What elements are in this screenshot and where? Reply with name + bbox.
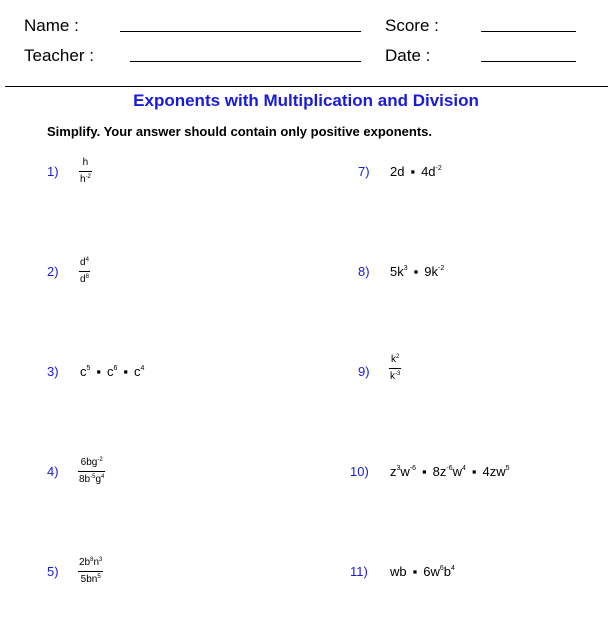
term-base: z [390, 464, 397, 479]
term-exponent: 5 [86, 365, 91, 372]
term-exponent: 3 [396, 465, 401, 472]
fraction-expression [78, 557, 103, 586]
term-exponent: 6 [113, 365, 118, 372]
score-field[interactable] [481, 31, 576, 32]
term-exponent: 3 [99, 557, 103, 563]
date-label: Date : [385, 46, 431, 65]
term-base: k [391, 354, 396, 365]
term-base: wb [390, 564, 407, 579]
problem-number: 7) [358, 164, 370, 179]
term-base: 4d [421, 164, 436, 179]
term-exponent: 6 [439, 565, 444, 572]
term-exponent: 5 [505, 465, 510, 472]
term-exponent: -3 [395, 371, 401, 377]
fraction-expression [79, 257, 90, 286]
term-base: 9k [424, 264, 438, 279]
term-base: 5bn [80, 574, 98, 585]
fraction-expression [79, 157, 92, 186]
term-exponent: 4 [85, 257, 89, 263]
term-exponent: -2 [435, 165, 442, 172]
multiply-dot: ▪ [412, 564, 418, 579]
multiply-dot: ▪ [96, 364, 102, 379]
term-base: h [80, 174, 86, 185]
term-base: c [80, 364, 87, 379]
problem-number: 2) [47, 264, 59, 279]
term-base: h [82, 157, 89, 168]
term-base: k [390, 371, 395, 382]
term-base: d [80, 274, 86, 285]
instructions: Simplify. Your answer should contain only positive exponents. [47, 124, 433, 139]
term-exponent: 4 [101, 474, 105, 480]
term-base: b [443, 564, 451, 579]
term-exponent: -5 [90, 474, 96, 480]
term-exponent: 4 [140, 365, 145, 372]
product-expression [390, 164, 442, 180]
term-base: 8b [79, 474, 91, 485]
fraction-expression [78, 457, 105, 486]
term-base: w [452, 464, 462, 479]
term-base: w [400, 464, 410, 479]
product-expression [80, 364, 144, 380]
teacher-label: Teacher : [24, 46, 94, 65]
term-exponent: 5 [97, 574, 101, 580]
date-field[interactable] [481, 61, 576, 62]
term-exponent: -6 [446, 465, 453, 472]
term-exponent: -6 [409, 465, 417, 472]
multiply-dot: ▪ [471, 464, 477, 479]
product-expression [390, 264, 444, 280]
term-base: c [107, 364, 114, 379]
term-exponent: 2 [396, 354, 400, 360]
term-base: 2b [79, 557, 91, 568]
multiply-dot: ▪ [413, 264, 419, 279]
problem-number: 11) [350, 564, 368, 579]
worksheet-title: Exponents with Multiplication and Division [133, 91, 479, 110]
term-base: n [93, 557, 100, 568]
teacher-field[interactable] [130, 61, 361, 62]
problem-number: 4) [47, 464, 59, 479]
name-field[interactable] [120, 31, 361, 32]
term-exponent: 4 [451, 565, 455, 572]
term-base: 2d [390, 164, 405, 179]
product-expression [390, 464, 510, 480]
problem-number: 1) [47, 164, 59, 179]
problem-number: 5) [47, 564, 59, 579]
term-base: 6bg [80, 457, 98, 468]
score-label: Score : [385, 16, 439, 35]
term-base: 5k [390, 264, 404, 279]
problem-number: 9) [358, 364, 370, 379]
term-exponent: 8 [85, 274, 89, 280]
fraction-expression [389, 354, 401, 383]
term-base: 6w [423, 564, 440, 579]
name-label: Name : [24, 16, 79, 35]
term-base: g [95, 474, 102, 485]
term-exponent: -2 [85, 174, 91, 180]
term-base: c [134, 364, 141, 379]
multiply-dot: ▪ [410, 164, 416, 179]
term-exponent: 3 [403, 265, 408, 272]
term-exponent: 8 [90, 557, 94, 563]
problem-number: 8) [358, 264, 370, 279]
term-base: 4zw [482, 464, 506, 479]
term-exponent: -2 [97, 457, 103, 463]
product-expression [390, 564, 455, 580]
term-base: d [80, 257, 86, 268]
problem-number: 3) [47, 364, 59, 379]
problem-number: 10) [350, 464, 369, 479]
term-exponent: 4 [462, 465, 466, 472]
multiply-dot: ▪ [422, 464, 427, 479]
multiply-dot: ▪ [123, 364, 129, 379]
header-divider [5, 86, 608, 87]
term-exponent: -2 [437, 265, 445, 272]
term-base: 8z [432, 464, 447, 479]
